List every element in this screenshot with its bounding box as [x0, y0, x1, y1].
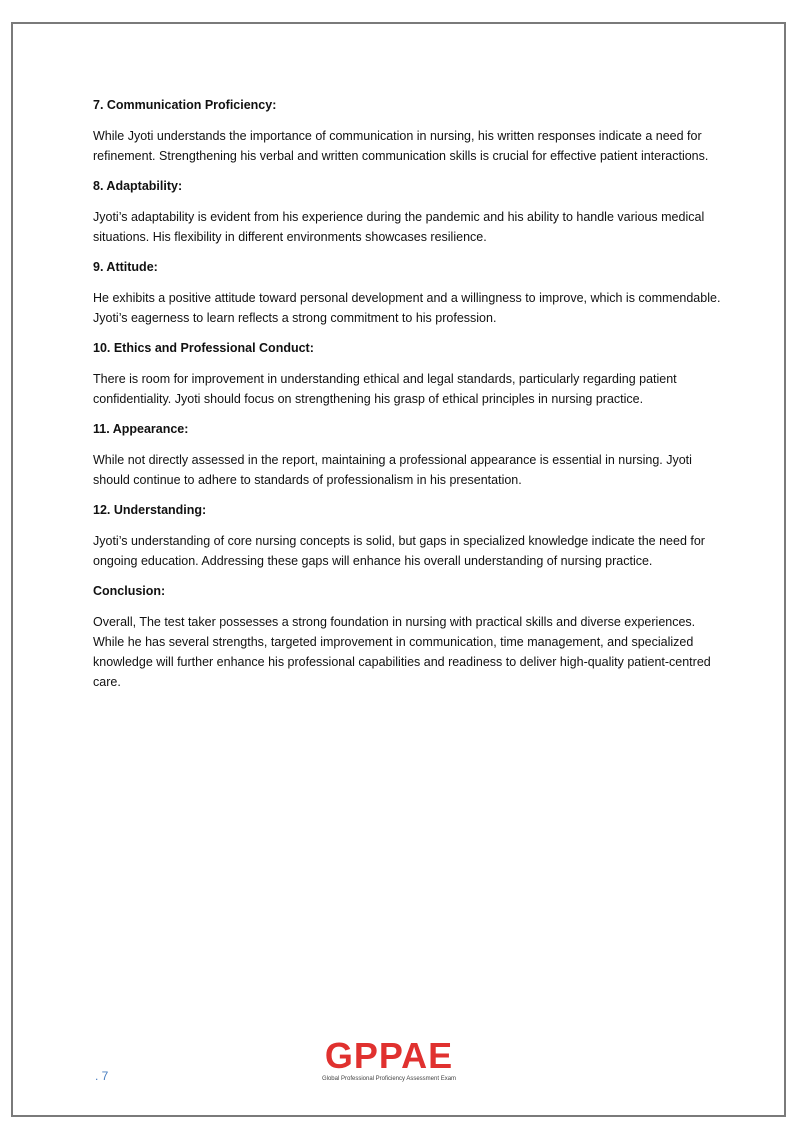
section-text-appearance: While not directly assessed in the report, maintaining a professional appearance is essential in nursing. Jyoti should continue to adhere to standards of professionalism in his presentation. [93, 453, 692, 487]
section-text-conclusion: Overall, The test taker possesses a strong foundation in nursing with practical skills and diverse experiences. While he has several strengths, targeted improvement in communication, time management, and specialized knowledge will further enhance his professional capabilities and readiness to deliver high-quality patient-centred care. [93, 615, 711, 689]
section-text-communication: While Jyoti understands the importance of communication in nursing, his written responses indicate a need for refinement. Strengthening his verbal and written communication skills is crucial for effective patient interactions. [93, 129, 709, 163]
section-text-ethics: There is room for improvement in understanding ethical and legal standards, particularly regarding patient confidentiality. Jyoti should focus on strengthening his grasp of ethical principles in nursing practice. [93, 372, 677, 406]
section-heading-communication: 7. Communication Proficiency: [93, 98, 277, 112]
logo-wordmark: GPPAE [324, 1035, 454, 1076]
page-content [93, 96, 723, 703]
section-heading-adaptability: 8. Adaptability: [93, 179, 183, 193]
gppae-logo [319, 1037, 459, 1083]
section-text-understanding: Jyoti’s understanding of core nursing concepts is solid, but gaps in specialized knowledge indicate the need for ongoing education. Addressing these gaps will enhance his overall understanding of nursing practice. [93, 534, 705, 568]
section-text-attitude: He exhibits a positive attitude toward personal development and a willingness to improve, which is commendable. Jyoti’s eagerness to learn reflects a strong commitment to his profession. [93, 291, 721, 325]
section-heading-conclusion: Conclusion: [93, 584, 166, 598]
section-heading-ethics: 10. Ethics and Professional Conduct: [93, 341, 314, 355]
logo-subtitle: Global Professional Proficiency Assessment Exam [321, 1076, 457, 1082]
section-heading-attitude: 9. Attitude: [93, 260, 158, 274]
section-heading-understanding: 12. Understanding: [93, 503, 207, 517]
page-number: . 7 [95, 1069, 109, 1083]
section-heading-appearance: 11. Appearance: [93, 422, 189, 436]
section-text-adaptability: Jyoti’s adaptability is evident from his experience during the pandemic and his ability to handle various medical situations. His flexibility in different environments showcases resilience. [93, 210, 705, 244]
document-page [11, 22, 786, 1117]
